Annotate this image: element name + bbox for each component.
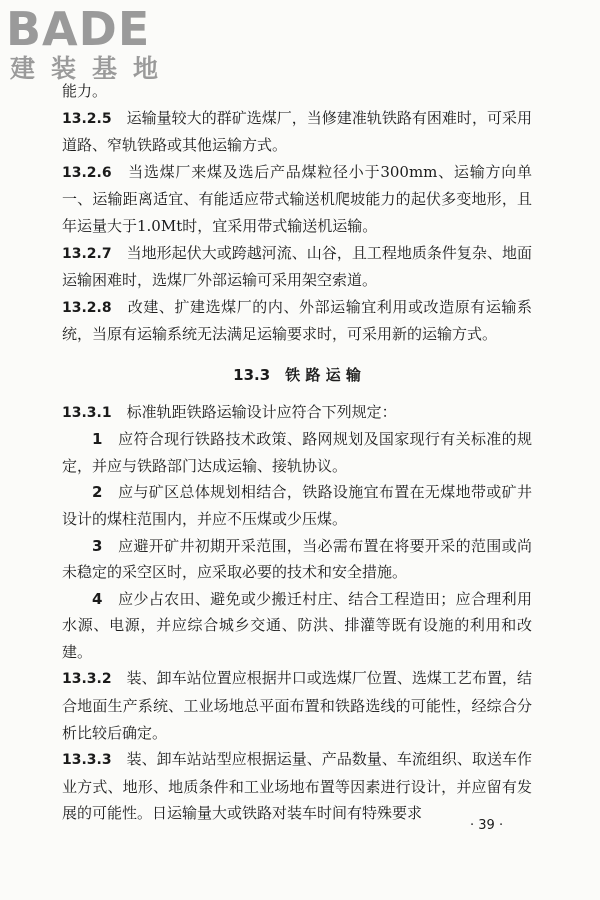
item-text: 应避开矿井初期开采范围，当必需布置在将要开采的范围或尚未稳定的采空区时，应采取必要的技术和安全措施。	[62, 536, 532, 582]
item-text: 应符合现行铁路技术政策、路网规划及国家现行有关标准的规定，并应与铁路部门达成运输、接轨协议。	[62, 430, 532, 475]
list-item	[62, 426, 532, 479]
page-number: · 39 ·	[470, 818, 504, 833]
clause-13-2-6	[62, 159, 532, 240]
item-number: 2	[92, 483, 103, 502]
clause-text: 运输量较大的群矿选煤厂，当修建准轨铁路有困难时，可采用道路、窄轨铁路或其他运输方式。	[62, 108, 532, 155]
clause-number: 13.3.3	[62, 752, 112, 769]
clause-number: 13.2.7	[62, 245, 112, 262]
clause-text: 当选煤厂来煤及选后产品煤粒径小于300mm、运输方向单一、运输距离适宜、有能适应带式输送机爬坡能力的起伏多变地形，且年运量大于1.0Mt时，宜采用带式输送机运输。	[62, 162, 532, 235]
logo-text-cn: 建装基地	[10, 54, 175, 83]
item-text: 应少占农田、避免或少搬迁村庄、结合工程造田；应合理利用水源、电源，并应综合城乡交通、防洪、排灌等既有设施的利用和改建。	[62, 589, 532, 661]
section-heading: 13.3 铁 路 运 输	[233, 365, 361, 384]
clause-number: 13.2.8	[62, 299, 112, 316]
logo-text-en: BADE	[6, 2, 151, 56]
clause-13-2-5	[62, 105, 532, 159]
clause-text: 改建、扩建选煤厂的内、外部运输宜利用或改造原有运输系统，当原有运输系统无法满足运输要求时，可采用新的运输方式。	[62, 297, 532, 344]
clause-13-3-2	[62, 665, 532, 746]
clause-text: 标准轨距铁路运输设计应符合下列规定：	[126, 402, 397, 421]
list-item	[62, 533, 532, 586]
top-fragment: 能力。	[62, 82, 108, 100]
clause-13-2-7	[62, 240, 532, 294]
clause-text: 装、卸车站站型应根据运量、产品数量、车流组织、取送车作业方式、地形、地质条件和工业场地布置等因素进行设计，并应留有发展的可能性。日运输量大或铁路对装车时间有特殊要求	[62, 750, 532, 823]
list-item	[62, 586, 532, 666]
clause-number: 13.3.2	[62, 671, 112, 688]
clause-text: 装、卸车站位置应根据井口或选煤厂位置、选煤工艺布置，结合地面生产系统、工业场地总平面布置和铁路选线的可能性，经综合分析比较后确定。	[62, 669, 532, 742]
item-text: 应与矿区总体规划相结合，铁路设施宜布置在无煤地带或矿井设计的煤柱范围内，并应不压煤或少压煤。	[62, 483, 532, 528]
item-number: 4	[92, 589, 103, 608]
clause-13-3-1	[62, 399, 532, 427]
clause-number: 13.2.6	[62, 164, 112, 181]
clause-13-3-3	[62, 746, 532, 827]
clause-text: 当地形起伏大或跨越河流、山谷，且工程地质条件复杂、地面运输困难时，选煤厂外部运输可采用架空索道。	[62, 243, 532, 290]
item-number: 3	[92, 536, 103, 555]
clause-number: 13.2.5	[62, 110, 112, 127]
document-body	[62, 78, 532, 827]
clause-13-2-8	[62, 294, 532, 348]
list-item	[62, 479, 532, 532]
item-number: 1	[92, 430, 103, 449]
clause-number: 13.3.1	[62, 404, 112, 421]
